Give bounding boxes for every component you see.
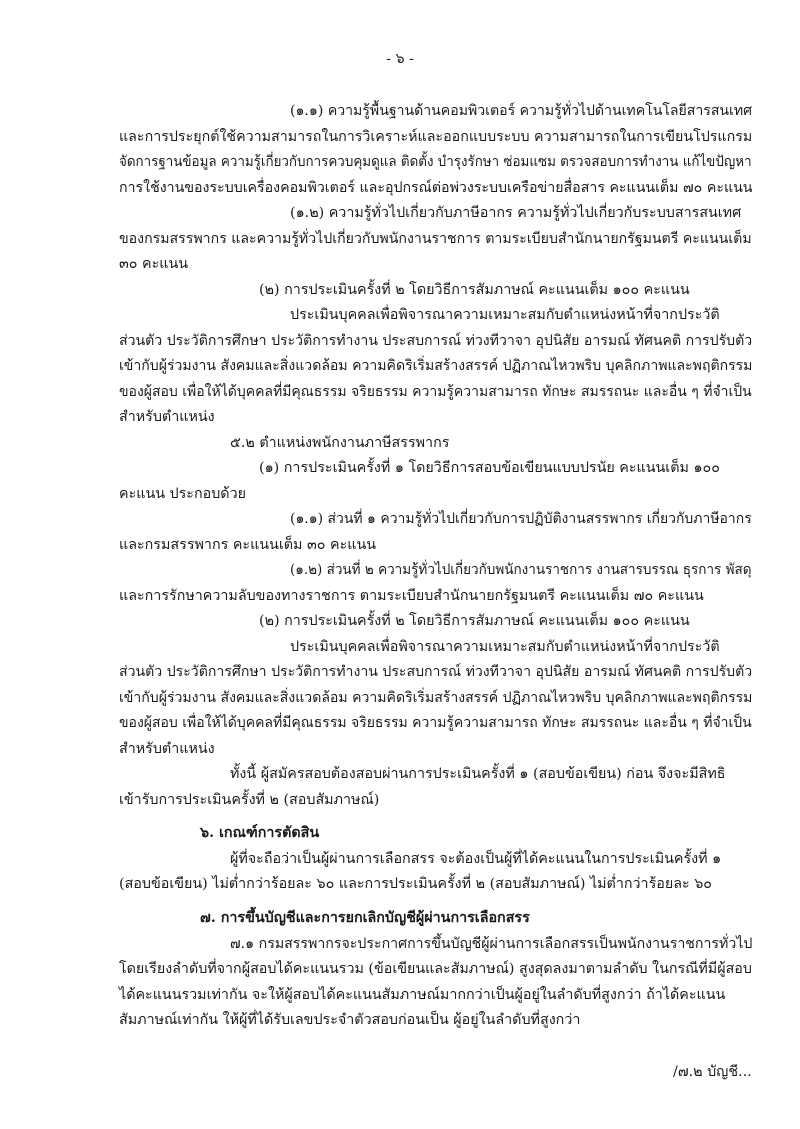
page-number: - ๖ -	[386, 51, 414, 67]
paragraph-line: สำหรับตำแหน่ง	[119, 741, 215, 757]
paragraph-line: สัมภาษณ์เท่ากัน ให้ผู้ที่ได้รับเลขประจำตัวสอบก่อนเป็น ผู้อยู่ในลำดับที่สูงกว่า	[119, 1012, 581, 1028]
paragraph-line: ๓๐ คะแนน	[119, 256, 189, 272]
paragraph-line: ประเมินบุคคลเพื่อพิจารณาความเหมาะสมกับตำแหน่งหน้าที่จากประวัติ	[290, 307, 720, 323]
subitem-1-2-heading: (๑.๒) ส่วนที่ ๒ ความรู้ทั่วไปเกี่ยวกับพนักงานราชการ งานสารบรรณ ธุรการ พัสดุ	[290, 562, 752, 578]
paragraph-line: ส่วนตัว ประวัติการศึกษา ประวัติการทำงาน ประสบการณ์ ท่วงทีวาจา อุปนิสัย อารมณ์ ทัศนคติ การปรับตัว	[119, 333, 753, 349]
paragraph-line: เข้ากับผู้ร่วมงาน สังคมและสิ่งแวดล้อม ความคิดริเริ่มสร้างสรรค์ ปฏิภาณไหวพริบ บุคลิกภาพและพฤติกรรม	[119, 358, 753, 374]
paragraph-line: ของกรมสรรพากร และความรู้ทั่วไปเกี่ยวกับพนักงานราชการ ตามระเบียบสำนักนายกรัฐมนตรี คะแนนเต็ม	[119, 231, 752, 247]
subitem-1-2-heading: (๑.๒) ความรู้ทั่วไปเกี่ยวกับภาษีอากร ความรู้ทั่วไปเกี่ยวกับระบบสารสนเทศ	[290, 205, 742, 221]
paragraph-line: (สอบข้อเขียน) ไม่ต่ำกว่าร้อยละ ๖๐ และการประเมินครั้งที่ ๒ (สอบสัมภาษณ์) ไม่ต่ำกว่าร้อยละ ๖๐	[119, 876, 713, 892]
paragraph-line: จัดการฐานข้อมูล ความรู้เกี่ยวกับการควบคุมดูแล ติดตั้ง บำรุงรักษา ซ่อมแซม ตรวจสอบการทำงาน แก้ไขปัญหา	[119, 154, 752, 170]
item-2-heading: (๒) การประเมินครั้งที่ ๒ โดยวิธีการสัมภาษณ์ คะแนนเต็ม ๑๐๐ คะแนน	[259, 282, 690, 298]
paragraph-line: การใช้งานของระบบเครื่องคอมพิวเตอร์ และอุปกรณ์ต่อพ่วงระบบเครือข่ายสื่อสาร คะแนนเต็ม ๗๐ คะแนน	[119, 180, 753, 196]
section-5-2-heading: ๕.๒ ตำแหน่งพนักงานภาษีสรรพากร	[230, 435, 450, 451]
paragraph-line: สำหรับตำแหน่ง	[119, 409, 215, 425]
continuation-marker: /๗.๒ บัญชี...	[673, 1064, 752, 1080]
paragraph-line: ประเมินบุคคลเพื่อพิจารณาความเหมาะสมกับตำแหน่งหน้าที่จากประวัติ	[290, 639, 720, 655]
subitem-1-1-heading: (๑.๑) ส่วนที่ ๑ ความรู้ทั่วไปเกี่ยวกับการปฏิบัติงานสรรพากร เกี่ยวกับภาษีอากร	[290, 511, 752, 527]
paragraph-line: ส่วนตัว ประวัติการศึกษา ประวัติการทำงาน ประสบการณ์ ท่วงทีวาจา อุปนิสัย อารมณ์ ทัศนคติ การปรับตัว	[119, 664, 753, 680]
paragraph-line: เข้ากับผู้ร่วมงาน สังคมและสิ่งแวดล้อม ความคิดริเริ่มสร้างสรรค์ ปฏิภาณไหวพริบ บุคลิกภาพและพฤติกรรม	[119, 690, 753, 706]
paragraph-line: ๗.๑ กรมสรรพากรจะประกาศการขึ้นบัญชีผู้ผ่านการเลือกสรรเป็นพนักงานราชการทั่วไป	[230, 936, 753, 952]
paragraph-line: เข้ารับการประเมินครั้งที่ ๒ (สอบสัมภาษณ์)	[119, 792, 380, 808]
note-paragraph: ทั้งนี้ ผู้สมัครสอบต้องสอบผ่านการประเมินครั้งที่ ๑ (สอบข้อเขียน) ก่อน จึงจะมีสิทธิ	[230, 766, 726, 782]
item-1-heading: (๑) การประเมินครั้งที่ ๑ โดยวิธีการสอบข้อเขียนแบบปรนัย คะแนนเต็ม ๑๐๐	[259, 460, 720, 476]
paragraph-line: และการประยุกต์ใช้ความสามารถในการวิเคราะห์และออกแบบระบบ ความสามารถในการเขียนโปรแกรม	[119, 129, 753, 145]
paragraph-line: คะแนน ประกอบด้วย	[119, 486, 246, 502]
subitem-1-1-heading: (๑.๑) ความรู้พื้นฐานด้านคอมพิวเตอร์ ความรู้ทั่วไปด้านเทคโนโลยีสารสนเทศ	[290, 103, 753, 119]
paragraph-line: และกรมสรรพากร คะแนนเต็ม ๓๐ คะแนน	[119, 537, 377, 553]
section-7-heading: ๗. การขึ้นบัญชีและการยกเลิกบัญชีผู้ผ่านการเลือกสรร	[200, 910, 530, 926]
item-2-heading: (๒) การประเมินครั้งที่ ๒ โดยวิธีการสัมภาษณ์ คะแนนเต็ม ๑๐๐ คะแนน	[259, 613, 690, 629]
paragraph-line: โดยเรียงลำดับที่จากผู้สอบได้คะแนนรวม (ข้อเขียนและสัมภาษณ์) สูงสุดลงมาตามลำดับ ในกรณีที่มีผู้สอบ	[119, 961, 752, 977]
paragraph-line: ผู้ที่จะถือว่าเป็นผู้ผ่านการเลือกสรร จะต้องเป็นผู้ที่ได้คะแนนในการประเมินครั้งที่ ๑	[230, 851, 722, 867]
paragraph-line: และการรักษาความลับของทางราชการ ตามระเบียบสำนักนายกรัฐมนตรี คะแนนเต็ม ๗๐ คะแนน	[119, 588, 704, 604]
paragraph-line: ของผู้สอบ เพื่อให้ได้บุคคลที่มีคุณธรรม จริยธรรม ความรู้ความสามารถ ทักษะ สมรรถนะ และอื่น ๆ ที่จำเป็น	[119, 384, 752, 400]
paragraph-line: ของผู้สอบ เพื่อให้ได้บุคคลที่มีคุณธรรม จริยธรรม ความรู้ความสามารถ ทักษะ สมรรถนะ และอื่น ๆ ที่จำเป็น	[119, 715, 752, 731]
paragraph-line: ได้คะแนนรวมเท่ากัน จะให้ผู้สอบได้คะแนนสัมภาษณ์มากกว่าเป็นผู้อยู่ในลำดับที่สูงกว่า ถ้าได้คะแนน	[119, 987, 726, 1003]
section-6-heading: ๖. เกณฑ์การตัดสิน	[200, 825, 320, 841]
